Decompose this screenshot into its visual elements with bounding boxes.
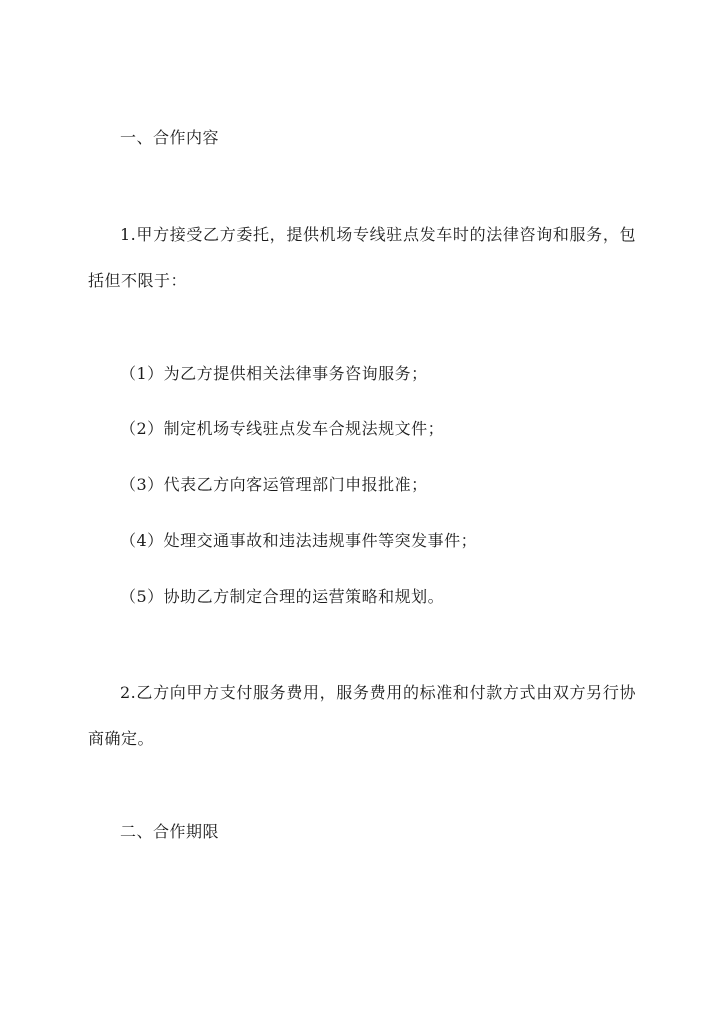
sub-item-1: （1）为乙方提供相关法律事务咨询服务； <box>120 364 428 383</box>
sub-item-2: （2）制定机场专线驻点发车合规法规文件； <box>120 419 445 438</box>
sub-item-4: （4）处理交通事故和违法违规事件等突发事件； <box>120 531 478 550</box>
section-heading-cooperation-content: 一、合作内容 <box>120 128 220 147</box>
section-heading-cooperation-term: 二、合作期限 <box>120 822 220 841</box>
sub-item-3: （3）代表乙方向客运管理部门申报批准； <box>120 475 428 494</box>
clause-2-paragraph: 2.乙方向甲方支付服务费用，服务费用的标准和付款方式由双方另行协商确定。 <box>88 683 636 748</box>
sub-item-5: （5）协助乙方制定合理的运营策略和规划。 <box>120 587 445 606</box>
clause-1-paragraph: 1.甲方接受乙方委托，提供机场专线驻点发车时的法律咨询和服务，包括但不限于： <box>88 225 636 290</box>
